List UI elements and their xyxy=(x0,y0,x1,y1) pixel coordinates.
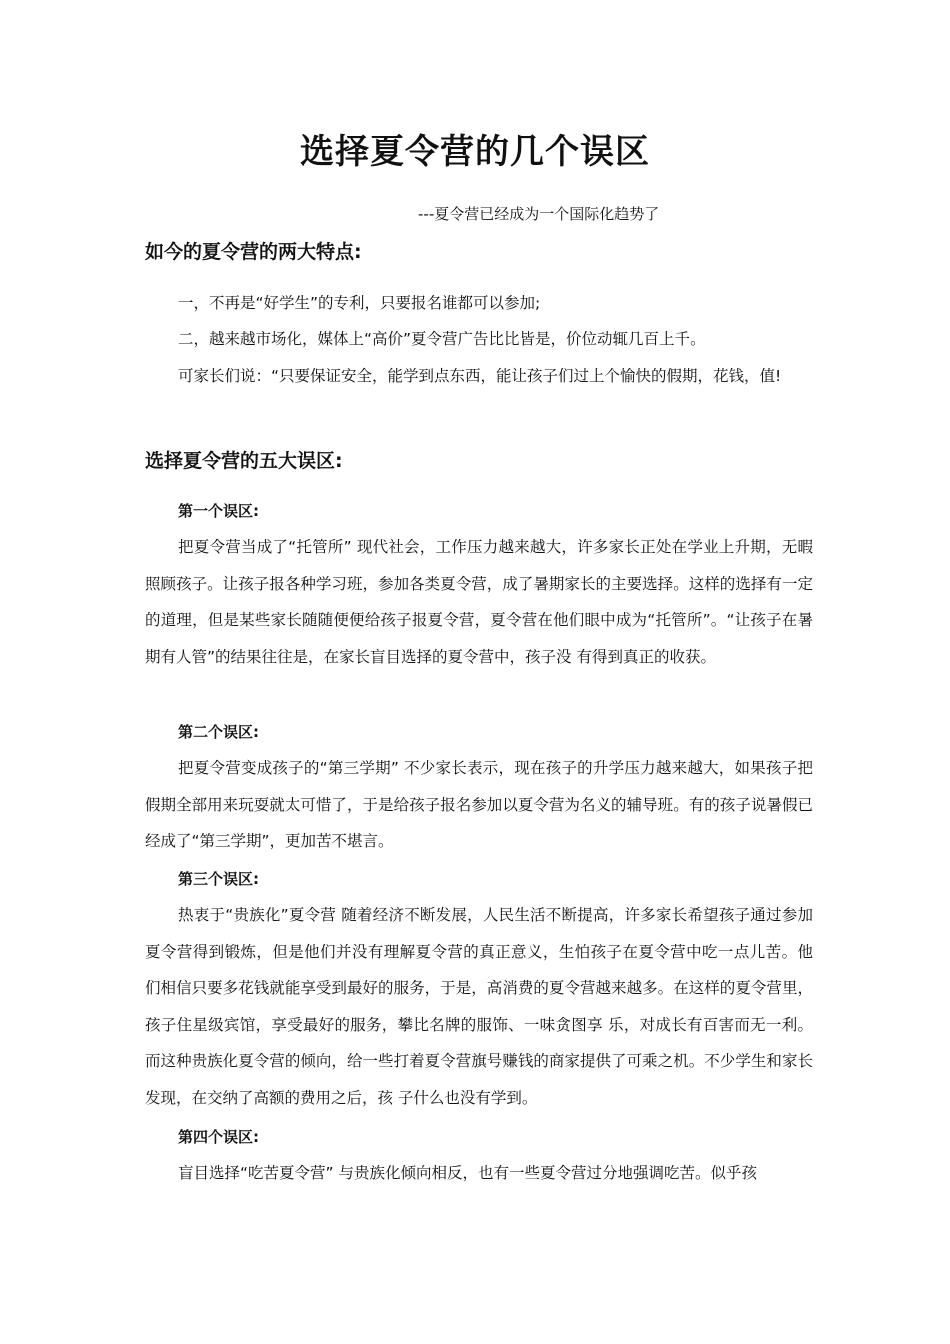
document-subtitle: ---夏令营已经成为一个国际化趋势了 xyxy=(418,205,660,223)
mistakes-heading: 选择夏令营的五大误区: xyxy=(145,450,343,472)
mistake-2-heading: 第二个误区: xyxy=(178,723,259,741)
mistake-2-text: 把夏令营变成孩子的“第三学期” 不少家长表示，现在孩子的升学压力越来越大，如果孩子把假期全部用来玩耍就太可惜了，于是给孩子报名参加以夏令营为名义的辅导班。有的孩子说暑假已经成了“第三学期”，更加苦不堪言。 xyxy=(145,759,813,850)
feature-note: 可家长们说：“只要保证安全，能学到点东西，能让孩子们过上个愉快的假期，花钱，值! xyxy=(178,367,782,385)
mistake-3-heading: 第三个误区: xyxy=(178,870,259,888)
mistake-1-text: 把夏令营当成了“托管所” 现代社会，工作压力越来越大，许多家长正处在学业上升期，无暇照顾孩子。让孩子报各种学习班，参加各类夏令营，成了暑期家长的主要选择。这样的选择有一定 的道理，但是某些家长随随便便给孩子报夏令营，夏令营在他们眼中成为“托管所”。“让孩子在暑期有人管”的结果往往是，在家长盲目选择的夏令营中，孩子没 有得到真正的收获。 xyxy=(145,538,813,666)
features-heading: 如今的夏令营的两大特点: xyxy=(145,241,362,263)
mistake-3-text: 热衷于“贵族化”夏令营 随着经济不断发展，人民生活不断提高，许多家长希望孩子通过参加夏令营得到锻炼，但是他们并没有理解夏令营的真正意义，生怕孩子在夏令营中吃一点儿苦。他 们相信只要多花钱就能享受到最好的服务，于是，高消费的夏令营越来越多。在这样的夏令营里，孩子住星级宾馆，享受最好的服务，攀比名牌的服饰、一味贪图享 乐，对成长有百害而无一利。而这种贵族化夏令营的倾向，给一些打着夏令营旗号赚钱的商家提供了可乘之机。不少学生和家长发现，在交纳了高额的费用之后，孩 子什么也没有学到。 xyxy=(145,906,813,1107)
mistake-4-heading: 第四个误区: xyxy=(178,1128,259,1146)
feature-item-1: 一，不再是“好学生”的专利，只要报名谁都可以参加; xyxy=(178,294,541,312)
document-title: 选择夏令营的几个误区 xyxy=(300,132,650,172)
mistake-1-heading: 第一个误区: xyxy=(178,502,259,520)
mistake-4-text: 盲目选择“吃苦夏令营” 与贵族化倾向相反，也有一些夏令营过分地强调吃苦。似乎孩 xyxy=(178,1164,757,1182)
feature-item-2: 二，越来越市场化，媒体上“高价”夏令营广告比比皆是，价位动辄几百上千。 xyxy=(178,330,706,348)
